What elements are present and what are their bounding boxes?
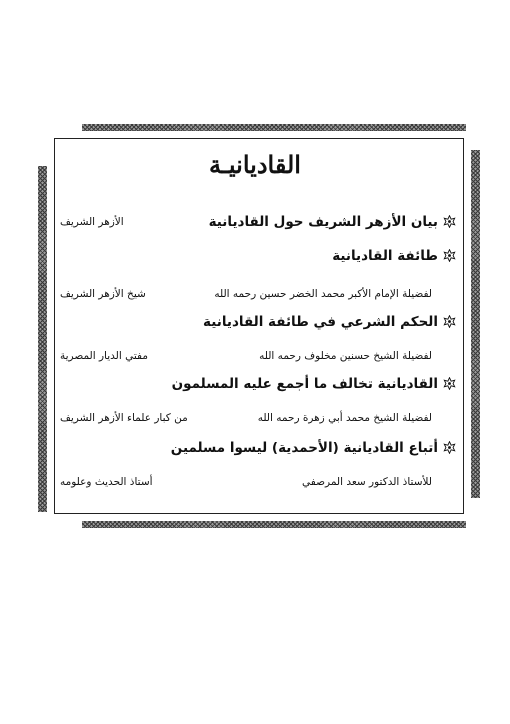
entry-5-heading-row	[60, 440, 456, 462]
entry-4-author-row	[60, 412, 456, 434]
entry-3-heading-text: الحكم الشرعي في طائفة القاديانية	[203, 314, 438, 330]
entry-2-author: لفضيلة الإمام الأكبر محمد الخضر حسين رحمه الله	[214, 288, 432, 300]
star-bullet-icon	[443, 315, 456, 328]
star-bullet-icon	[443, 441, 456, 454]
entry-2-heading	[332, 248, 456, 264]
entry-4-heading-text: القاديانية تخالف ما أجمع عليه المسلمون	[171, 376, 438, 392]
entry-1-heading-row	[60, 214, 456, 236]
entry-4-heading-row	[60, 376, 456, 398]
entry-5-author-row	[60, 476, 456, 498]
entry-1-affiliation: الأزهر الشريف	[60, 216, 124, 228]
entry-4-author: لفضيلة الشيخ محمد أبي زهرة رحمه الله	[257, 412, 432, 424]
page-title: القاديانيـة	[209, 150, 301, 179]
frame-top-stripe	[82, 124, 466, 131]
entry-1-heading-text: بيان الأزهر الشريف حول القاديانية	[208, 214, 438, 230]
entry-5-affiliation: أستاذ الحديث وعلومه	[60, 476, 153, 488]
frame-left-stripe	[38, 166, 47, 512]
frame-right-stripe	[471, 150, 480, 498]
entry-5-heading	[171, 440, 456, 456]
entry-2-affiliation: شيخ الأزهر الشريف	[60, 288, 146, 300]
star-bullet-icon	[443, 249, 456, 262]
entry-5-author: للأستاذ الدكتور سعد المرصفي	[302, 476, 432, 488]
entry-2-heading-row	[60, 248, 456, 270]
star-bullet-icon	[443, 377, 456, 390]
entry-3-author: لفضيلة الشيخ حسنين مخلوف رحمه الله	[259, 350, 432, 362]
entry-1-heading	[209, 214, 456, 230]
entry-2-heading-text: طائفة القاديانية	[332, 248, 438, 264]
entry-3-heading-row	[60, 314, 456, 336]
entry-4-heading	[172, 376, 456, 392]
entry-3-heading	[203, 314, 456, 330]
entry-2-author-row	[60, 288, 456, 310]
star-bullet-icon	[443, 215, 456, 228]
entry-4-affiliation: من كبار علماء الأزهر الشريف	[60, 412, 188, 424]
entry-5-heading-text: أتباع القاديانية (الأحمدية) ليسوا مسلمين	[170, 440, 438, 456]
entry-3-author-row	[60, 350, 456, 372]
entry-3-affiliation: مفتي الديار المصرية	[60, 350, 148, 362]
frame-bottom-stripe	[82, 521, 466, 528]
